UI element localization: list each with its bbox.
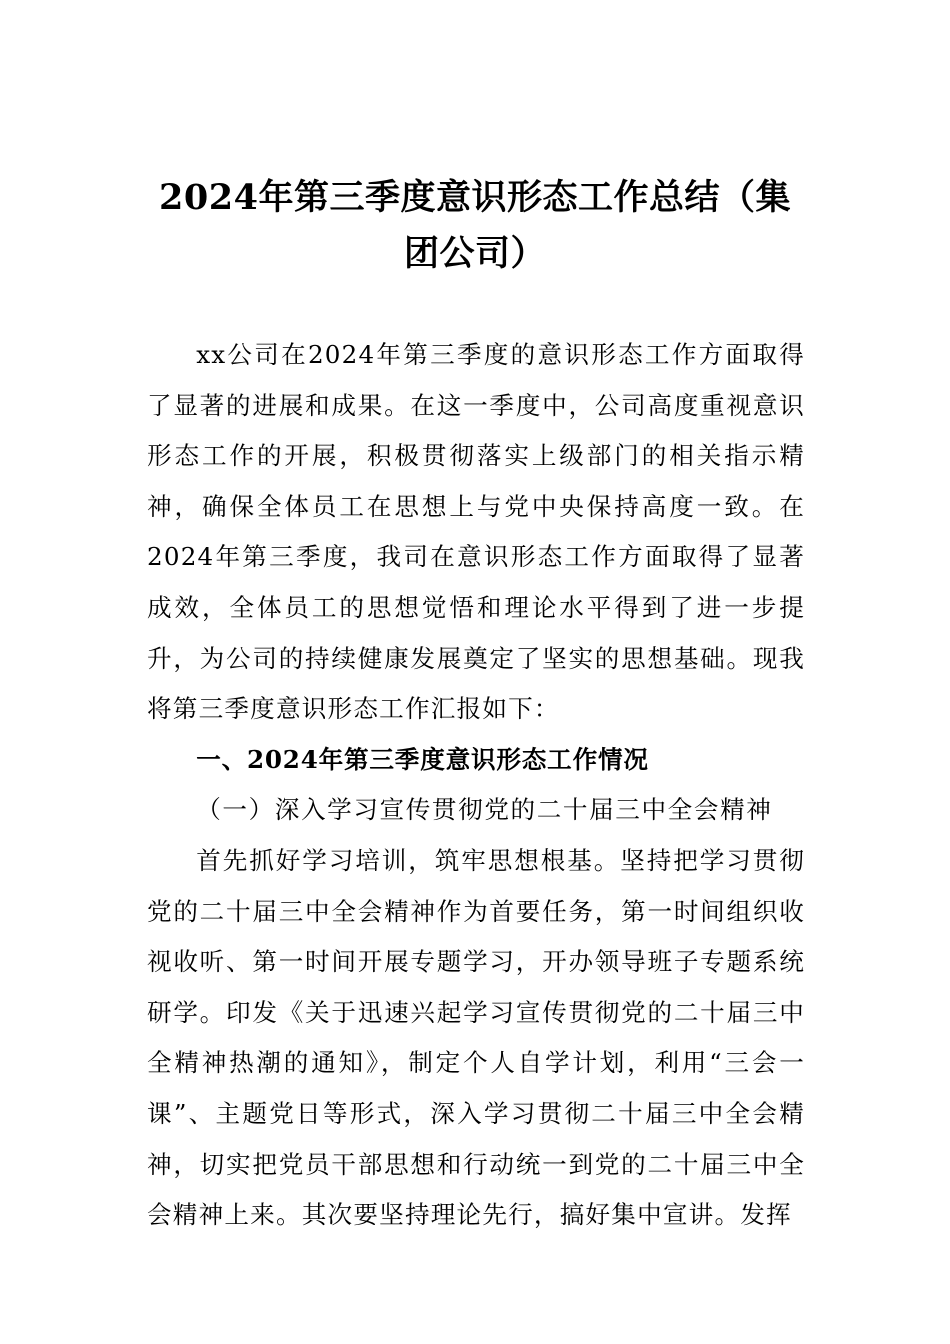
document-body — [147, 330, 805, 1241]
subsection-1-heading: （一）深入学习宣传贯彻党的二十届三中全会精神 — [196, 795, 773, 825]
intro-paragraph: xx公司在2024年第三季度的意识形态工作方面取得了显著的进展和成果。在这一季度中，公司高度重视意识形态工作的开展，积极贯彻落实上级部门的相关指示精神，确保全体员工在思想上与党中央保持高度一致。在2024年第三季度，我司在意识形态工作方面取得了显著成效，全体员工的思想觉悟和理论水平得到了进一步提升，为公司的持续健康发展奠定了坚实的思想基础。现我将第三季度意识形态工作汇报如下： — [147, 340, 805, 724]
document-title: 2024年第三季度意识形态工作总结（集团公司） — [159, 177, 791, 274]
subsection-1-paragraph: 首先抓好学习培训，筑牢思想根基。坚持把学习贯彻党的二十届三中全会精神作为首要任务，第一时间组织收视收听、第一时间开展专题学习，开办领导班子专题系统研学。印发《关于迅速兴起学习宣传贯彻党的二十届三中全精神热潮的通知》，制定个人自学计划，利用“三会一课”、主题党日等形式，深入学习贯彻二十届三中全会精神，切实把党员干部思想和行动统一到党的二十届三中全会精神上来。其次要坚持理论先行，搞好集中宣讲。发挥 — [147, 845, 805, 1230]
section-1-heading: 一、2024年第三季度意识形态工作情况 — [196, 744, 649, 774]
